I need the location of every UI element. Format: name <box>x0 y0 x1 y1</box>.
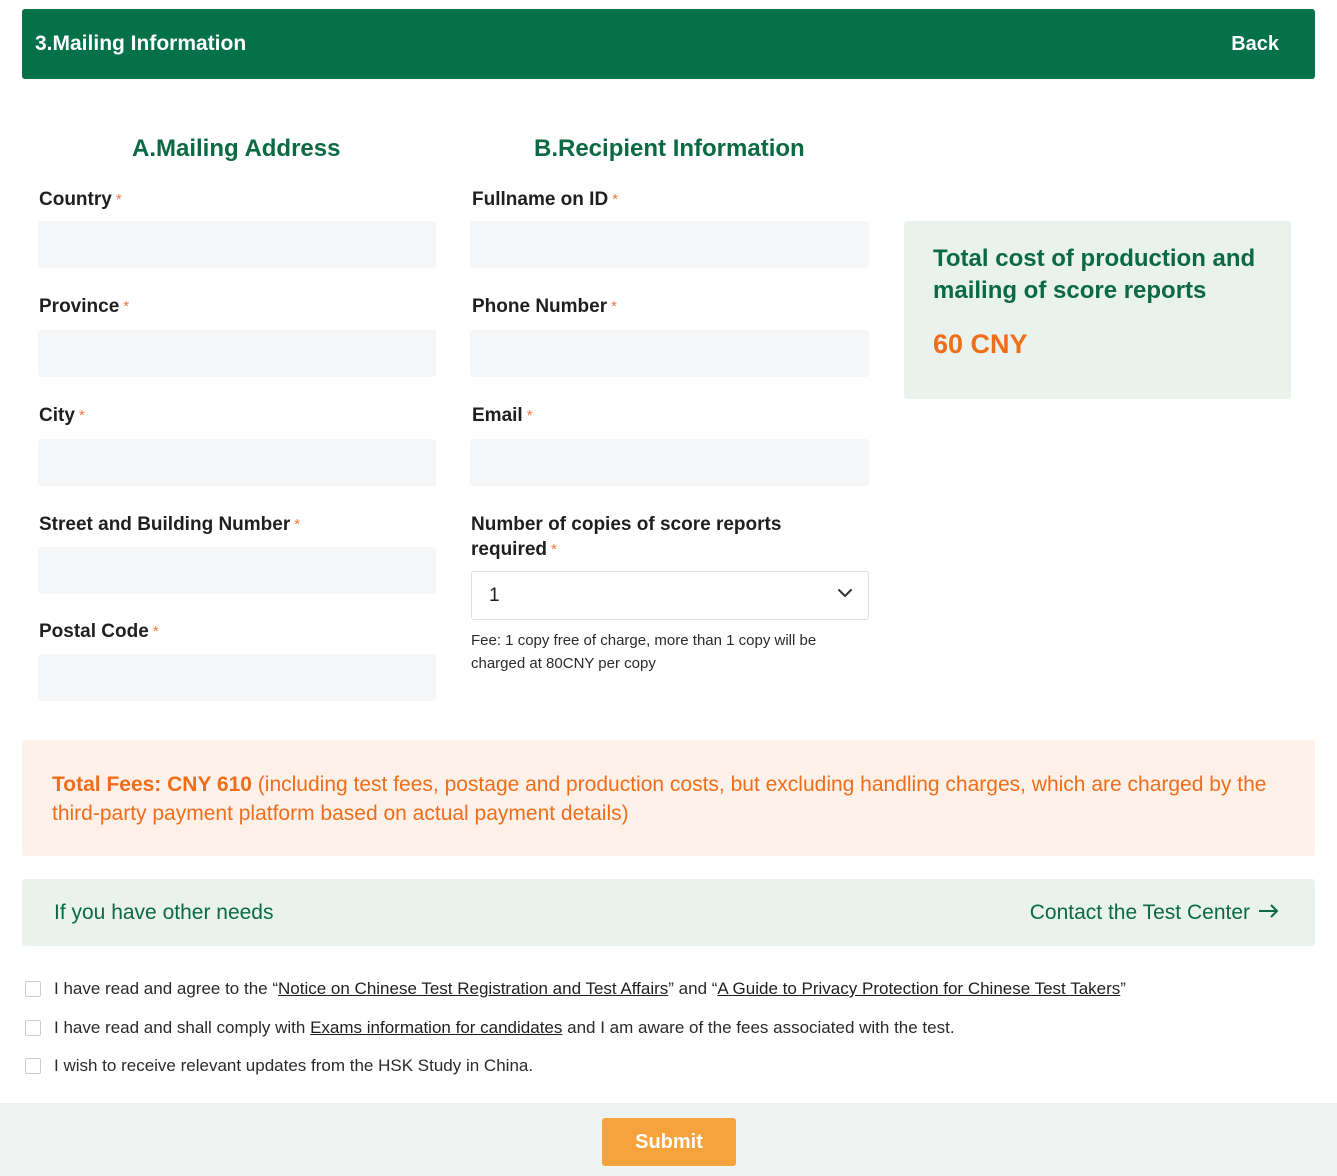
exams-text: I have read and shall comply with Exams information for candidates and I am aware of the fees associated with the test. <box>54 1018 955 1037</box>
copies-select[interactable] <box>471 571 869 620</box>
province-field[interactable] <box>38 330 436 377</box>
province-label: Province * <box>39 296 130 317</box>
city-label: City * <box>39 405 85 426</box>
required-marker: * <box>152 623 159 640</box>
phone-label: Phone Number * <box>472 296 617 317</box>
street-label: Street and Building Number * <box>39 514 301 535</box>
page-title: 3.Mailing Information <box>35 32 247 55</box>
mailing-address-title: A.Mailing Address <box>132 135 341 162</box>
agreement-row-updates <box>25 1056 533 1076</box>
copies-select-value: 1 <box>489 584 500 606</box>
chevron-down-icon <box>836 584 854 608</box>
required-marker: * <box>115 191 122 208</box>
required-marker: * <box>123 298 130 315</box>
exams-info-link[interactable]: Exams information for candidates <box>310 1018 563 1037</box>
postal-code-label: Postal Code * <box>39 621 159 642</box>
phone-field[interactable] <box>470 330 869 377</box>
required-marker: * <box>612 191 619 208</box>
required-marker: * <box>78 407 85 424</box>
recipient-info-title: B.Recipient Information <box>534 135 805 162</box>
agreement-row-terms <box>25 979 1126 999</box>
country-label: Country * <box>39 189 122 210</box>
submit-button[interactable]: Submit <box>602 1118 736 1166</box>
cost-card-value: 60 CNY <box>933 329 1028 359</box>
other-needs-banner <box>22 879 1315 946</box>
email-label: Email * <box>472 405 533 426</box>
postal-code-field[interactable] <box>38 654 436 701</box>
required-marker: * <box>526 407 533 424</box>
total-fees-description: (including test fees, postage and production costs, but excluding handling charges, which are charged by the third-party payment platform based on actual payment details) <box>52 773 1267 825</box>
copies-label: Number of copies of score reports required * <box>471 514 782 560</box>
contact-test-center-link[interactable] <box>1030 901 1280 925</box>
copies-fee-note: Fee: 1 copy free of charge, more than 1 copy will be charged at 80CNY per copy <box>471 632 817 672</box>
required-marker: * <box>611 298 617 315</box>
terms-text: I have read and agree to the “Notice on Chinese Test Registration and Test Affairs” and “A Guide to Privacy Protection for Chinese Test Takers” <box>54 979 1126 998</box>
street-field[interactable] <box>38 547 436 594</box>
updates-checkbox[interactable] <box>25 1058 41 1074</box>
terms-checkbox[interactable] <box>25 981 41 997</box>
exams-checkbox[interactable] <box>25 1020 41 1036</box>
fullname-label: Fullname on ID * <box>472 189 619 210</box>
agreement-row-exams <box>25 1018 955 1038</box>
updates-text: I wish to receive relevant updates from the HSK Study in China. <box>54 1056 534 1075</box>
total-fees-label: Total Fees: CNY 610 <box>52 773 252 796</box>
back-button[interactable]: Back <box>1231 32 1279 55</box>
total-fees-banner <box>22 740 1315 856</box>
country-field[interactable] <box>38 221 436 268</box>
email-field[interactable] <box>470 439 869 486</box>
city-field[interactable] <box>38 439 436 486</box>
privacy-guide-link[interactable]: A Guide to Privacy Protection for Chinese Test Takers <box>717 979 1121 998</box>
notice-link[interactable]: Notice on Chinese Test Registration and Test Affairs <box>278 979 669 998</box>
other-needs-text: If you have other needs <box>54 900 274 924</box>
required-marker: * <box>294 516 301 533</box>
cost-card <box>904 221 1291 399</box>
required-marker: * <box>551 541 557 558</box>
fullname-field[interactable] <box>470 221 869 268</box>
arrow-right-icon <box>1258 901 1280 925</box>
contact-test-center-label: Contact the Test Center <box>1029 900 1250 924</box>
page-header <box>22 9 1315 79</box>
cost-card-title: Total cost of production and mailing of score reports <box>933 245 1256 304</box>
